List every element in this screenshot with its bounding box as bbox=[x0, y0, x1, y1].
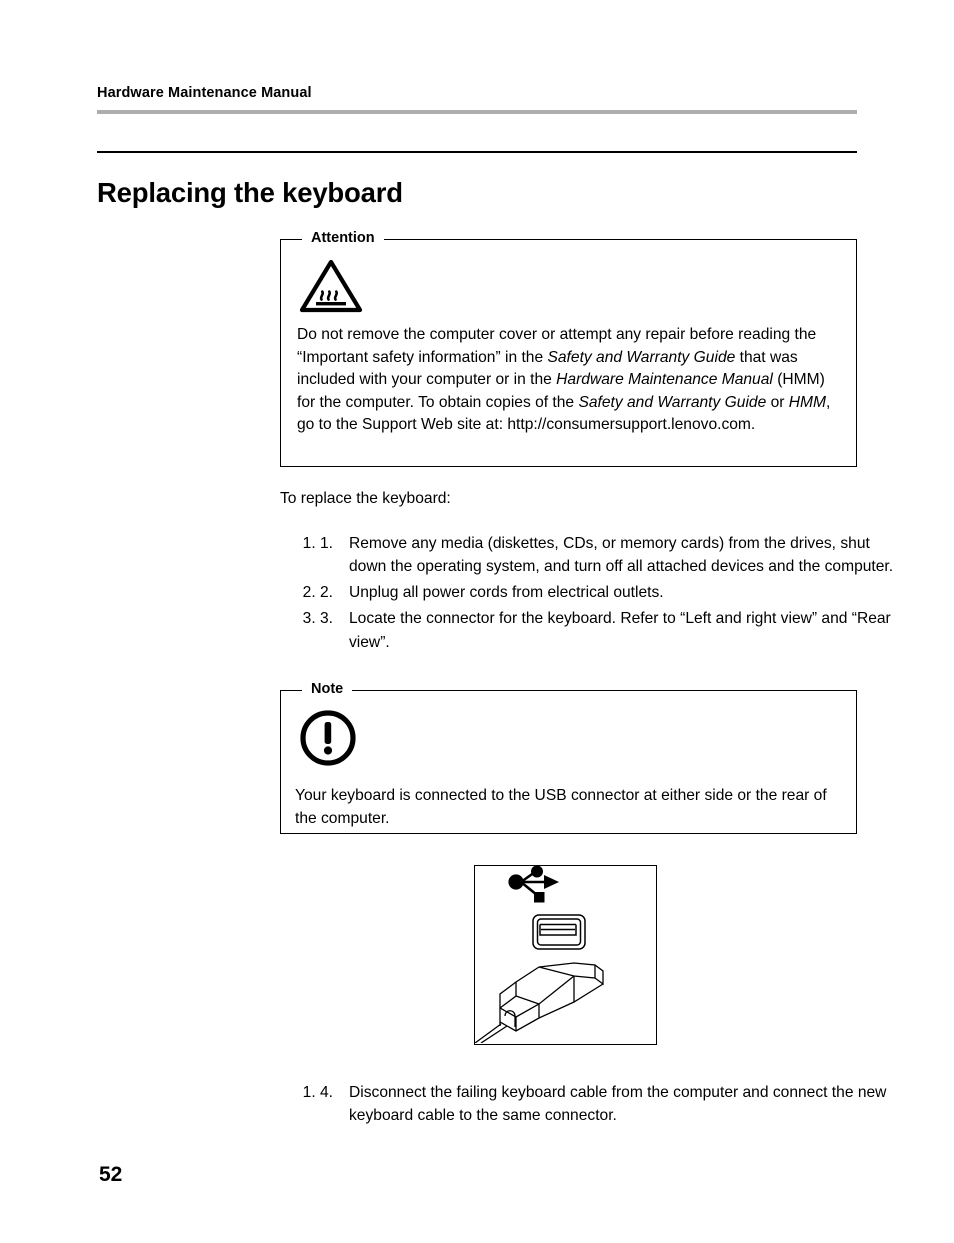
usb-port-receptacle bbox=[533, 915, 585, 949]
emphasis-title: Safety and Warranty Guide bbox=[578, 393, 767, 411]
step-item bbox=[320, 607, 900, 655]
note-callout bbox=[280, 681, 857, 834]
note-legend: Note bbox=[302, 680, 352, 698]
page-number: 52 bbox=[99, 1163, 123, 1186]
body-text-run: , go to the Support Web site at: http://consumersupport.lenovo.com. bbox=[297, 393, 831, 434]
note-text: Your keyboard is connected to the USB connector at either side or the rear of the computer. bbox=[295, 787, 827, 827]
step-text: Remove any media (diskettes, CDs, or memory cards) from the drives, shut down the operating system, and turn off all attached devices and the computer. bbox=[349, 534, 894, 576]
step-number: 1. 1. bbox=[320, 534, 334, 552]
body-text-run: that was included with your computer or in the bbox=[297, 348, 798, 389]
usb-connector-illustration bbox=[474, 865, 657, 1045]
emphasis-title: Safety and Warranty Guide bbox=[547, 348, 736, 366]
body-text-run: (HMM) for the computer. To obtain copies of the bbox=[297, 371, 825, 411]
usb-plug-with-cable bbox=[475, 963, 603, 1043]
steps-list-top bbox=[280, 532, 900, 657]
step-item bbox=[320, 581, 900, 605]
step-text: Disconnect the failing keyboard cable from the computer and connect the new keyboard cable to the same connector. bbox=[349, 1083, 887, 1125]
exclamation-circle-icon bbox=[297, 707, 359, 774]
page-title: Replacing the keyboard bbox=[97, 177, 403, 209]
header-rule bbox=[97, 110, 857, 114]
running-header: Hardware Maintenance Manual bbox=[97, 85, 312, 101]
attention-callout bbox=[280, 230, 857, 467]
step-number: 3. 3. bbox=[320, 609, 334, 627]
body-text-run: or bbox=[766, 393, 789, 411]
body-text-run: Do not remove the computer cover or attempt any repair before reading the “Important safety information” in the bbox=[297, 326, 817, 366]
attention-legend: Attention bbox=[302, 229, 384, 247]
step-text: Locate the connector for the keyboard. Refer to “Left and right view” and “Rear view”. bbox=[349, 609, 891, 651]
step-text: Unplug all power cords from electrical outlets. bbox=[349, 584, 664, 602]
step-item bbox=[320, 1081, 905, 1129]
steps-list-bottom bbox=[280, 1081, 905, 1131]
attention-text bbox=[297, 324, 843, 437]
lead-in-text: To replace the keyboard: bbox=[280, 490, 451, 507]
emphasis-title: Hardware Maintenance Manual bbox=[556, 371, 773, 389]
title-rule bbox=[97, 151, 857, 153]
usb-trident-symbol bbox=[508, 866, 559, 903]
step-number: 1. 4. bbox=[320, 1083, 334, 1101]
step-number: 2. 2. bbox=[320, 584, 334, 602]
step-item bbox=[320, 532, 900, 580]
emphasis-title: HMM bbox=[788, 393, 827, 411]
hot-surface-warning-icon bbox=[298, 258, 364, 319]
